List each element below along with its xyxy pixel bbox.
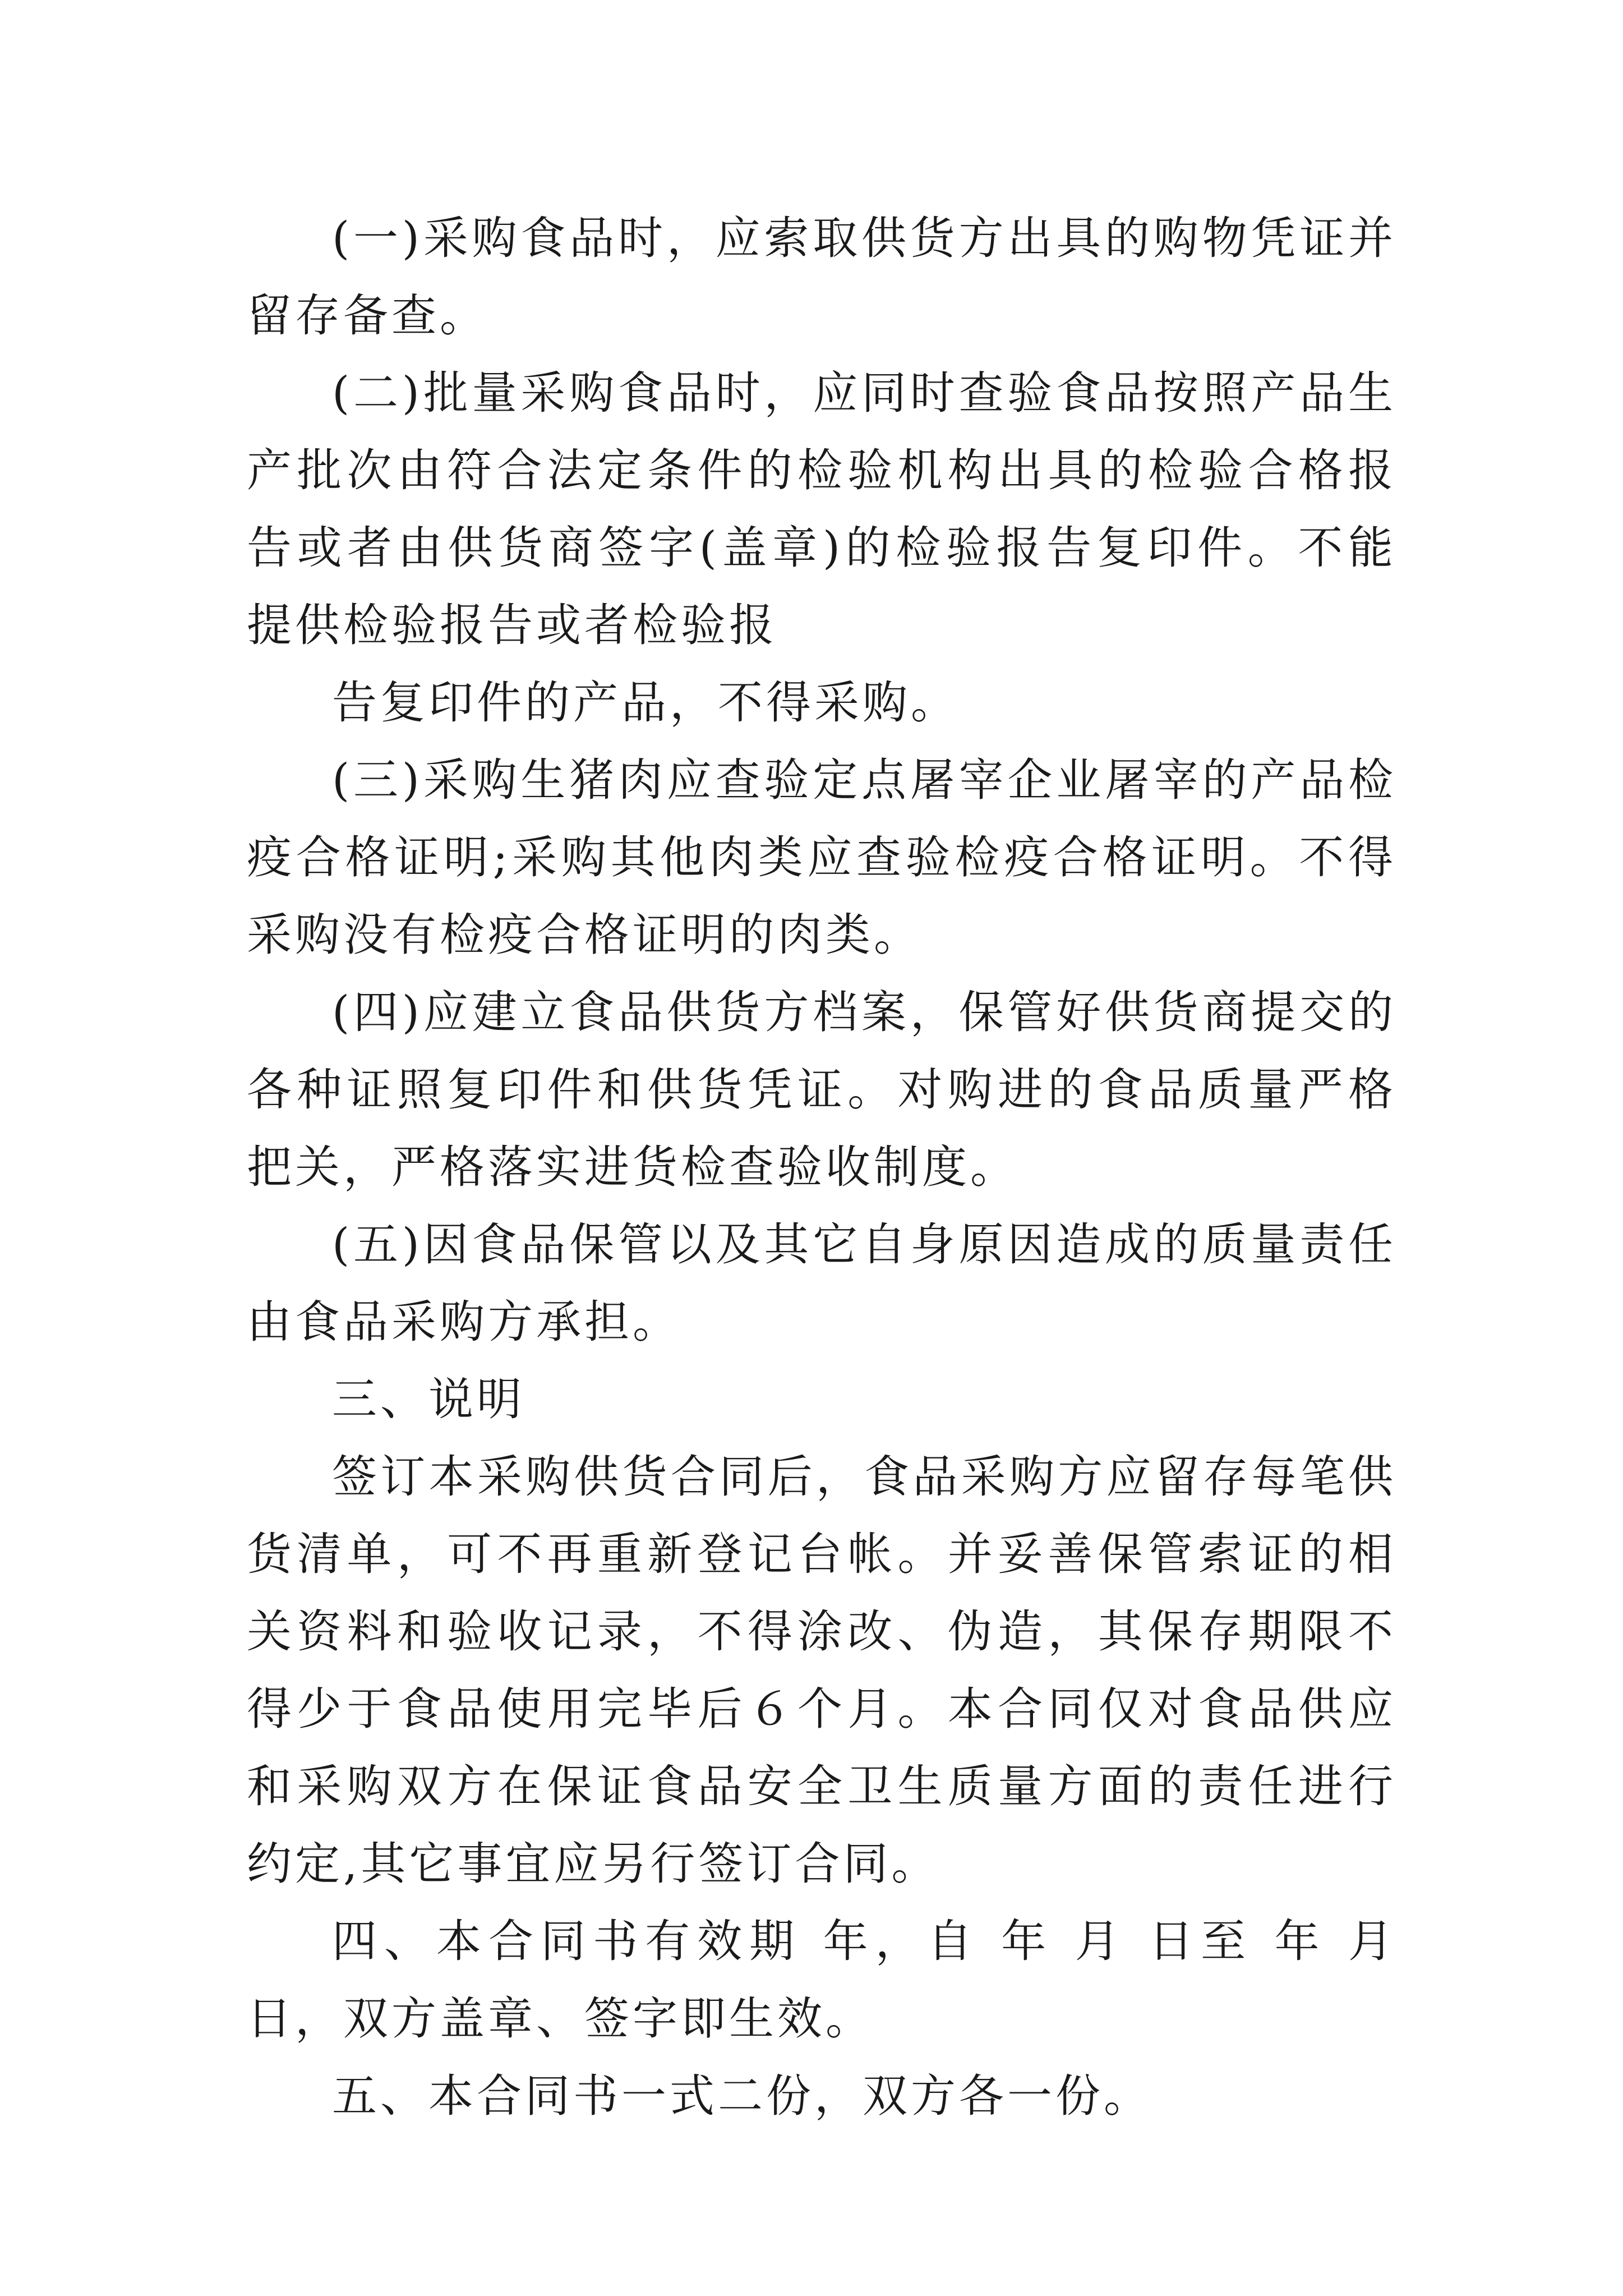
section-3-explanation: 签订本采购供货合同后，食品采购方应留存每笔供货清单，可不再重新登记台帐。并妥善保管索证的相关资料和验收记录，不得涂改、伪造，其保存期限不得少于食品使用完毕后６个月。本合同仅对食品供应和采购双方在保证食品安全卫生质量方面的责任进行约定,其它事宜应另行签订合同。 bbox=[247, 1451, 1396, 1890]
section-4-validity: 四、本合同书有效期 年，自 年 月 日至 年 月 日，双方盖章、签字即生效。 bbox=[247, 1915, 1396, 2045]
clause-4-supplier-records: (四)应建立食品供货方档案，保管好供货商提交的各种证照复印件和供货凭证。对购进的食品质量严格把关，严格落实进货检查验收制度。 bbox=[247, 986, 1396, 1193]
clause-5-responsibility: (五)因食品保管以及其它自身原因造成的质量责任由食品采购方承担。 bbox=[247, 1218, 1396, 1348]
clause-1-purchase-voucher: (一)采购食品时，应索取供货方出具的购物凭证并留存备查。 bbox=[247, 212, 1396, 342]
clause-3-meat-quarantine: (三)采购生猪肉应查验定点屠宰企业屠宰的产品检疫合格证明;采购其他肉类应查验检疫合格证明。不得采购没有检疫合格证明的肉类。 bbox=[247, 754, 1396, 961]
section-5-copies: 五、本合同书一式二份，双方各一份。 bbox=[332, 2070, 1152, 2122]
document-body bbox=[247, 200, 1396, 2135]
clause-2-inspection-report: (二)批量采购食品时，应同时查验食品按照产品生产批次由符合法定条件的检验机构出具的检验合格报告或者由供货商签字(盖章)的检验报告复印件。不能提供检验报告或者检验报 bbox=[247, 367, 1396, 651]
section-3-heading: 三、说明 bbox=[332, 1373, 525, 1425]
clause-2-continuation: 告复印件的产品，不得采购。 bbox=[332, 677, 959, 729]
